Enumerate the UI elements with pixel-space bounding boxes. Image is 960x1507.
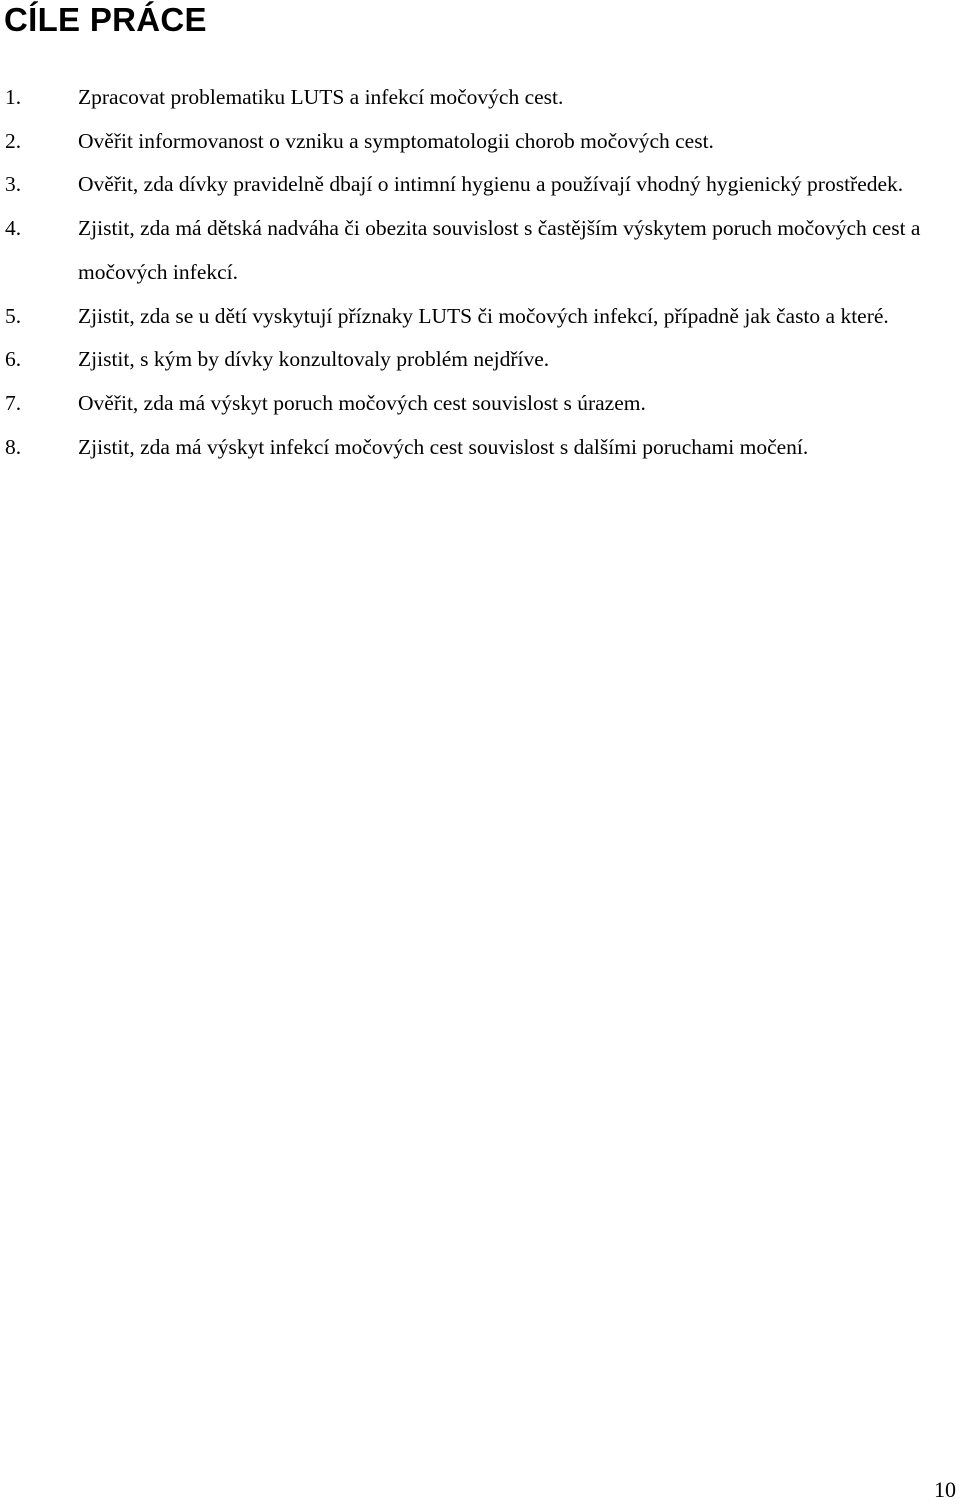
list-item-text: Zpracovat problematiku LUTS a infekcí močových cest. xyxy=(78,85,564,109)
goals-list xyxy=(0,76,960,469)
list-item-text: Zjistit, zda má výskyt infekcí močových cest souvislost s dalšími poruchami močení. xyxy=(78,434,809,459)
list-item-text: Zjistit, zda se u dětí vyskytují příznaky LUTS či močových infekcí, případně jak často a které. xyxy=(78,303,889,328)
list-item-number: 6. xyxy=(5,347,22,372)
list-item-number: 2. xyxy=(5,128,22,153)
list-item xyxy=(0,382,960,426)
list-item xyxy=(0,163,960,207)
list-item-text: Ověřit, zda dívky pravidelně dbají o intimní hygienu a používají vhodný hygienický prostředek. xyxy=(78,172,904,197)
list-item-number: 3. xyxy=(5,172,22,197)
list-item-number: 8. xyxy=(5,434,22,459)
list-item-text: Ověřit informovanost o vzniku a symptomatologii chorob močových cest. xyxy=(78,128,714,153)
page-number: 10 xyxy=(934,1477,956,1502)
list-item xyxy=(0,295,960,339)
list-item xyxy=(0,207,960,294)
list-item-text: Ověřit, zda má výskyt poruch močových cest souvislost s úrazem. xyxy=(78,390,646,415)
list-item-number: 5. xyxy=(5,303,22,328)
list-item xyxy=(0,76,960,120)
list-item-number: 7. xyxy=(5,390,22,415)
list-item-number: 1. xyxy=(5,85,22,109)
list-item xyxy=(0,120,960,164)
list-item-number: 4. xyxy=(5,216,22,241)
list-item xyxy=(0,338,960,382)
list-item-text: Zjistit, s kým by dívky konzultovaly problém nejdříve. xyxy=(78,347,550,372)
list-item xyxy=(0,426,960,470)
page-title: CÍLE PRÁCE xyxy=(4,1,207,38)
list-item-text: Zjistit, zda má dětská nadváha či obezita souvislost s častějším výskytem poruch močových cest a močových infekcí. xyxy=(78,216,921,284)
